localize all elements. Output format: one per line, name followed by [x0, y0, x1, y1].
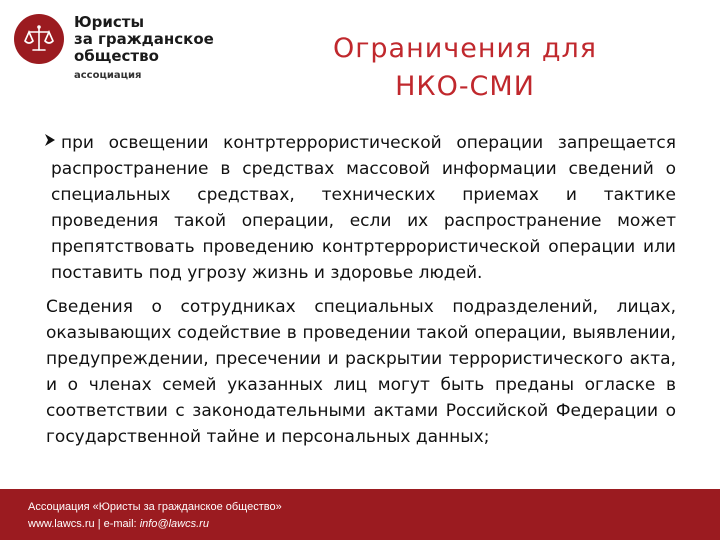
bullet-item — [46, 130, 676, 286]
logo — [14, 14, 214, 84]
footer-organization: Ассоциация «Юристы за гражданское общество» — [28, 501, 282, 513]
slide-content — [46, 130, 676, 450]
footer-website-link[interactable]: www.lawcs.ru — [28, 518, 95, 530]
footer-contacts — [28, 518, 209, 530]
logo-text — [74, 14, 214, 84]
slide-title — [300, 30, 630, 106]
body-paragraph: Сведения о сотрудниках специальных подразделений, лицах, оказывающих содействие в проведении такой операции, выявлении, предупреждении, пресечении и раскрытии террористического акта, и о членах семей указанных лиц могут быть преданы огласке в соответствии с законодательными актами Российской Федерации о государственной тайне и персональных данных; — [46, 297, 676, 447]
footer-separator: | — [97, 518, 101, 530]
logo-line-2: за гражданское — [74, 30, 214, 48]
scales-icon — [22, 22, 56, 56]
logo-line-3: общество — [74, 47, 159, 65]
slide-title-line-2: НКО-СМИ — [395, 71, 535, 102]
logo-emblem — [14, 14, 64, 64]
logo-subtitle: ассоциация — [74, 70, 142, 81]
footer-bar — [0, 489, 720, 540]
footer-email-link[interactable]: info@lawcs.ru — [139, 518, 209, 530]
arrow-bullet-icon — [44, 133, 56, 147]
logo-line-1: Юристы — [74, 13, 145, 31]
slide-title-line-1: Ограничения для — [332, 33, 598, 64]
footer-email-label: e-mail: — [103, 518, 137, 530]
bullet-text: при освещении контртеррористической операции запрещается распространение в средствах массовой информации сведений о специальных средствах, технических приемах и тактике проведения такой операции, если их распространение может препятствовать проведению контртеррористической операции или поставить под угрозу жизнь и здоровье людей. — [51, 133, 676, 283]
